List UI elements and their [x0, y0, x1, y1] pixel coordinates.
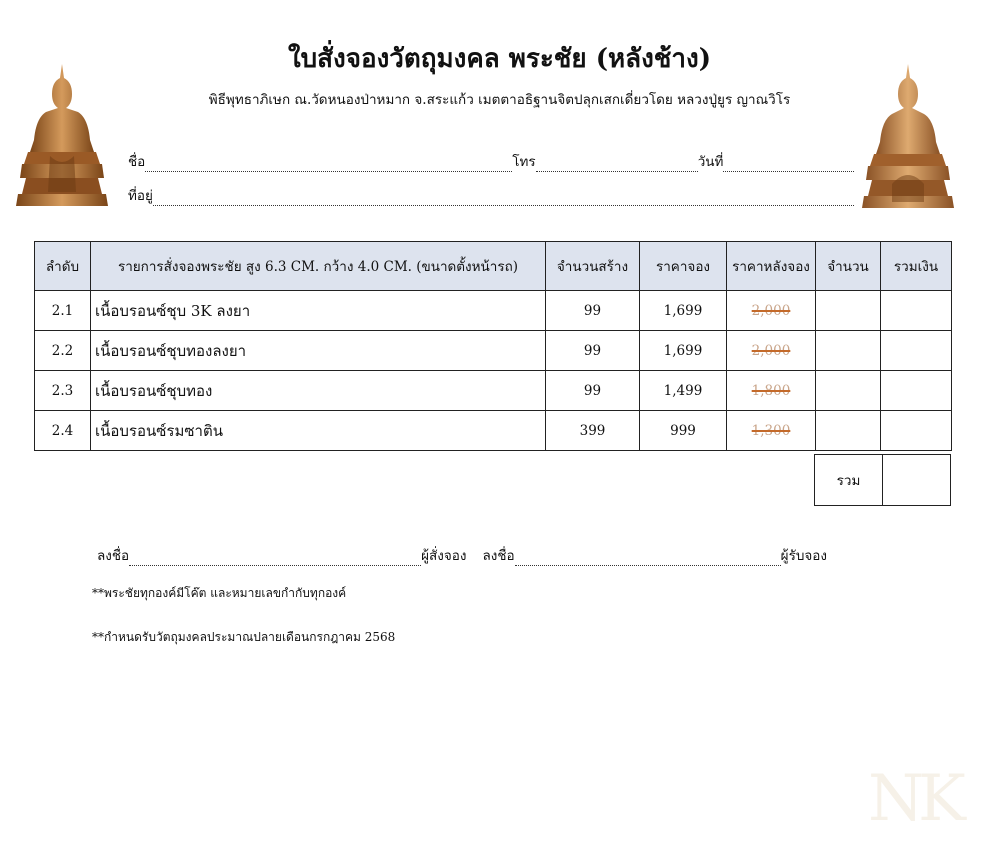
- page-title: ใบสั่งจองวัตถุมงคล พระชัย (หลังช้าง): [287, 44, 712, 74]
- name-phone-date-row: [128, 150, 854, 172]
- table-row: [35, 291, 952, 331]
- receiver-signature-field[interactable]: [515, 551, 781, 566]
- row-price: 1,699: [640, 331, 727, 371]
- header-no: ลำดับ: [35, 242, 91, 291]
- total-value-input[interactable]: [883, 455, 951, 506]
- header-qty: จำนวน: [816, 242, 881, 291]
- row-qty-input[interactable]: [816, 291, 881, 331]
- table-row: [35, 411, 952, 451]
- row-after-price: 1,800: [751, 382, 791, 399]
- row-item: เนื้อบรอนซ์ชุบทอง: [91, 371, 546, 411]
- address-field[interactable]: [153, 191, 854, 206]
- row-qty-input[interactable]: [816, 411, 881, 451]
- row-total-input[interactable]: [881, 371, 952, 411]
- row-item: เนื้อบรอนซ์ชุบทองลงยา: [91, 331, 546, 371]
- page-subtitle: พิธีพุทธาภิเษก ณ.วัดหนองป่าหมาก จ.สระแก้ว เมตตาอธิฐานจิตปลุกเสกเดี่ยวโดย หลวงปู่ยูร ญาณวิโร: [208, 92, 791, 108]
- row-total-input[interactable]: [881, 291, 952, 331]
- row-qty-input[interactable]: [816, 371, 881, 411]
- date-label: วันที่: [697, 154, 724, 170]
- row-qty-made: 99: [546, 291, 640, 331]
- row-total-input[interactable]: [881, 331, 952, 371]
- row-item: เนื้อบรอนซ์รมซาติน: [91, 411, 546, 451]
- receiver-label: ผู้รับจอง: [780, 548, 827, 564]
- total-label: รวม: [815, 455, 883, 506]
- orderer-signature-field[interactable]: [129, 551, 421, 566]
- header-after-price: ราคาหลังจอง: [727, 242, 816, 291]
- header-price: ราคาจอง: [640, 242, 727, 291]
- table-row: [35, 371, 952, 411]
- row-no: 2.3: [35, 371, 91, 411]
- table-header-row: [35, 242, 952, 291]
- row-item: เนื้อบรอนซ์ชุบ 3K ลงยา: [91, 291, 546, 331]
- header-item: รายการสั่งจองพระชัย สูง 6.3 CM. กว้าง 4.0 CM. (ขนาดตั้งหน้ารถ): [91, 242, 546, 291]
- phone-field[interactable]: [536, 157, 698, 172]
- row-price: 1,499: [640, 371, 727, 411]
- note-pickup-date: **กำหนดรับวัตถุมงคลประมาณปลายเดือนกรกฎาคม 2568: [92, 630, 396, 644]
- row-after-price-cell: [727, 331, 816, 371]
- row-after-price: 2,000: [751, 302, 791, 319]
- table-row: [35, 331, 952, 371]
- row-after-price: 1,300: [751, 422, 791, 439]
- buddha-statue-front-icon: [16, 60, 108, 208]
- orderer-label: ผู้สั่งจอง: [421, 548, 467, 564]
- grand-total-table: [814, 454, 951, 506]
- date-field[interactable]: [723, 157, 854, 172]
- row-qty-made: 99: [546, 331, 640, 371]
- phone-label: โทร: [512, 154, 536, 170]
- sign-label-receiver: ลงชื่อ: [482, 548, 515, 564]
- row-qty-made: 399: [546, 411, 640, 451]
- row-no: 2.1: [35, 291, 91, 331]
- row-qty-made: 99: [546, 371, 640, 411]
- row-total-input[interactable]: [881, 411, 952, 451]
- order-table: [34, 241, 952, 451]
- buddha-statue-back-icon: [862, 62, 954, 210]
- address-label: ที่อยู่: [128, 188, 153, 204]
- row-after-price-cell: [727, 411, 816, 451]
- row-after-price-cell: [727, 371, 816, 411]
- signature-row: [97, 544, 827, 566]
- header-total: รวมเงิน: [881, 242, 952, 291]
- name-field[interactable]: [145, 157, 512, 172]
- name-label: ชื่อ: [128, 154, 146, 170]
- header-qty-made: จำนวนสร้าง: [546, 242, 640, 291]
- watermark-logo: NK: [868, 762, 960, 836]
- address-row: [128, 184, 854, 206]
- sign-label-orderer: ลงชื่อ: [97, 548, 130, 564]
- row-after-price-cell: [727, 291, 816, 331]
- row-price: 999: [640, 411, 727, 451]
- note-code-number: **พระชัยทุกองค์มีโค๊ต และหมายเลขกำกับทุกองค์: [92, 586, 347, 600]
- row-qty-input[interactable]: [816, 331, 881, 371]
- row-no: 2.2: [35, 331, 91, 371]
- row-no: 2.4: [35, 411, 91, 451]
- row-price: 1,699: [640, 291, 727, 331]
- row-after-price: 2,000: [751, 342, 791, 359]
